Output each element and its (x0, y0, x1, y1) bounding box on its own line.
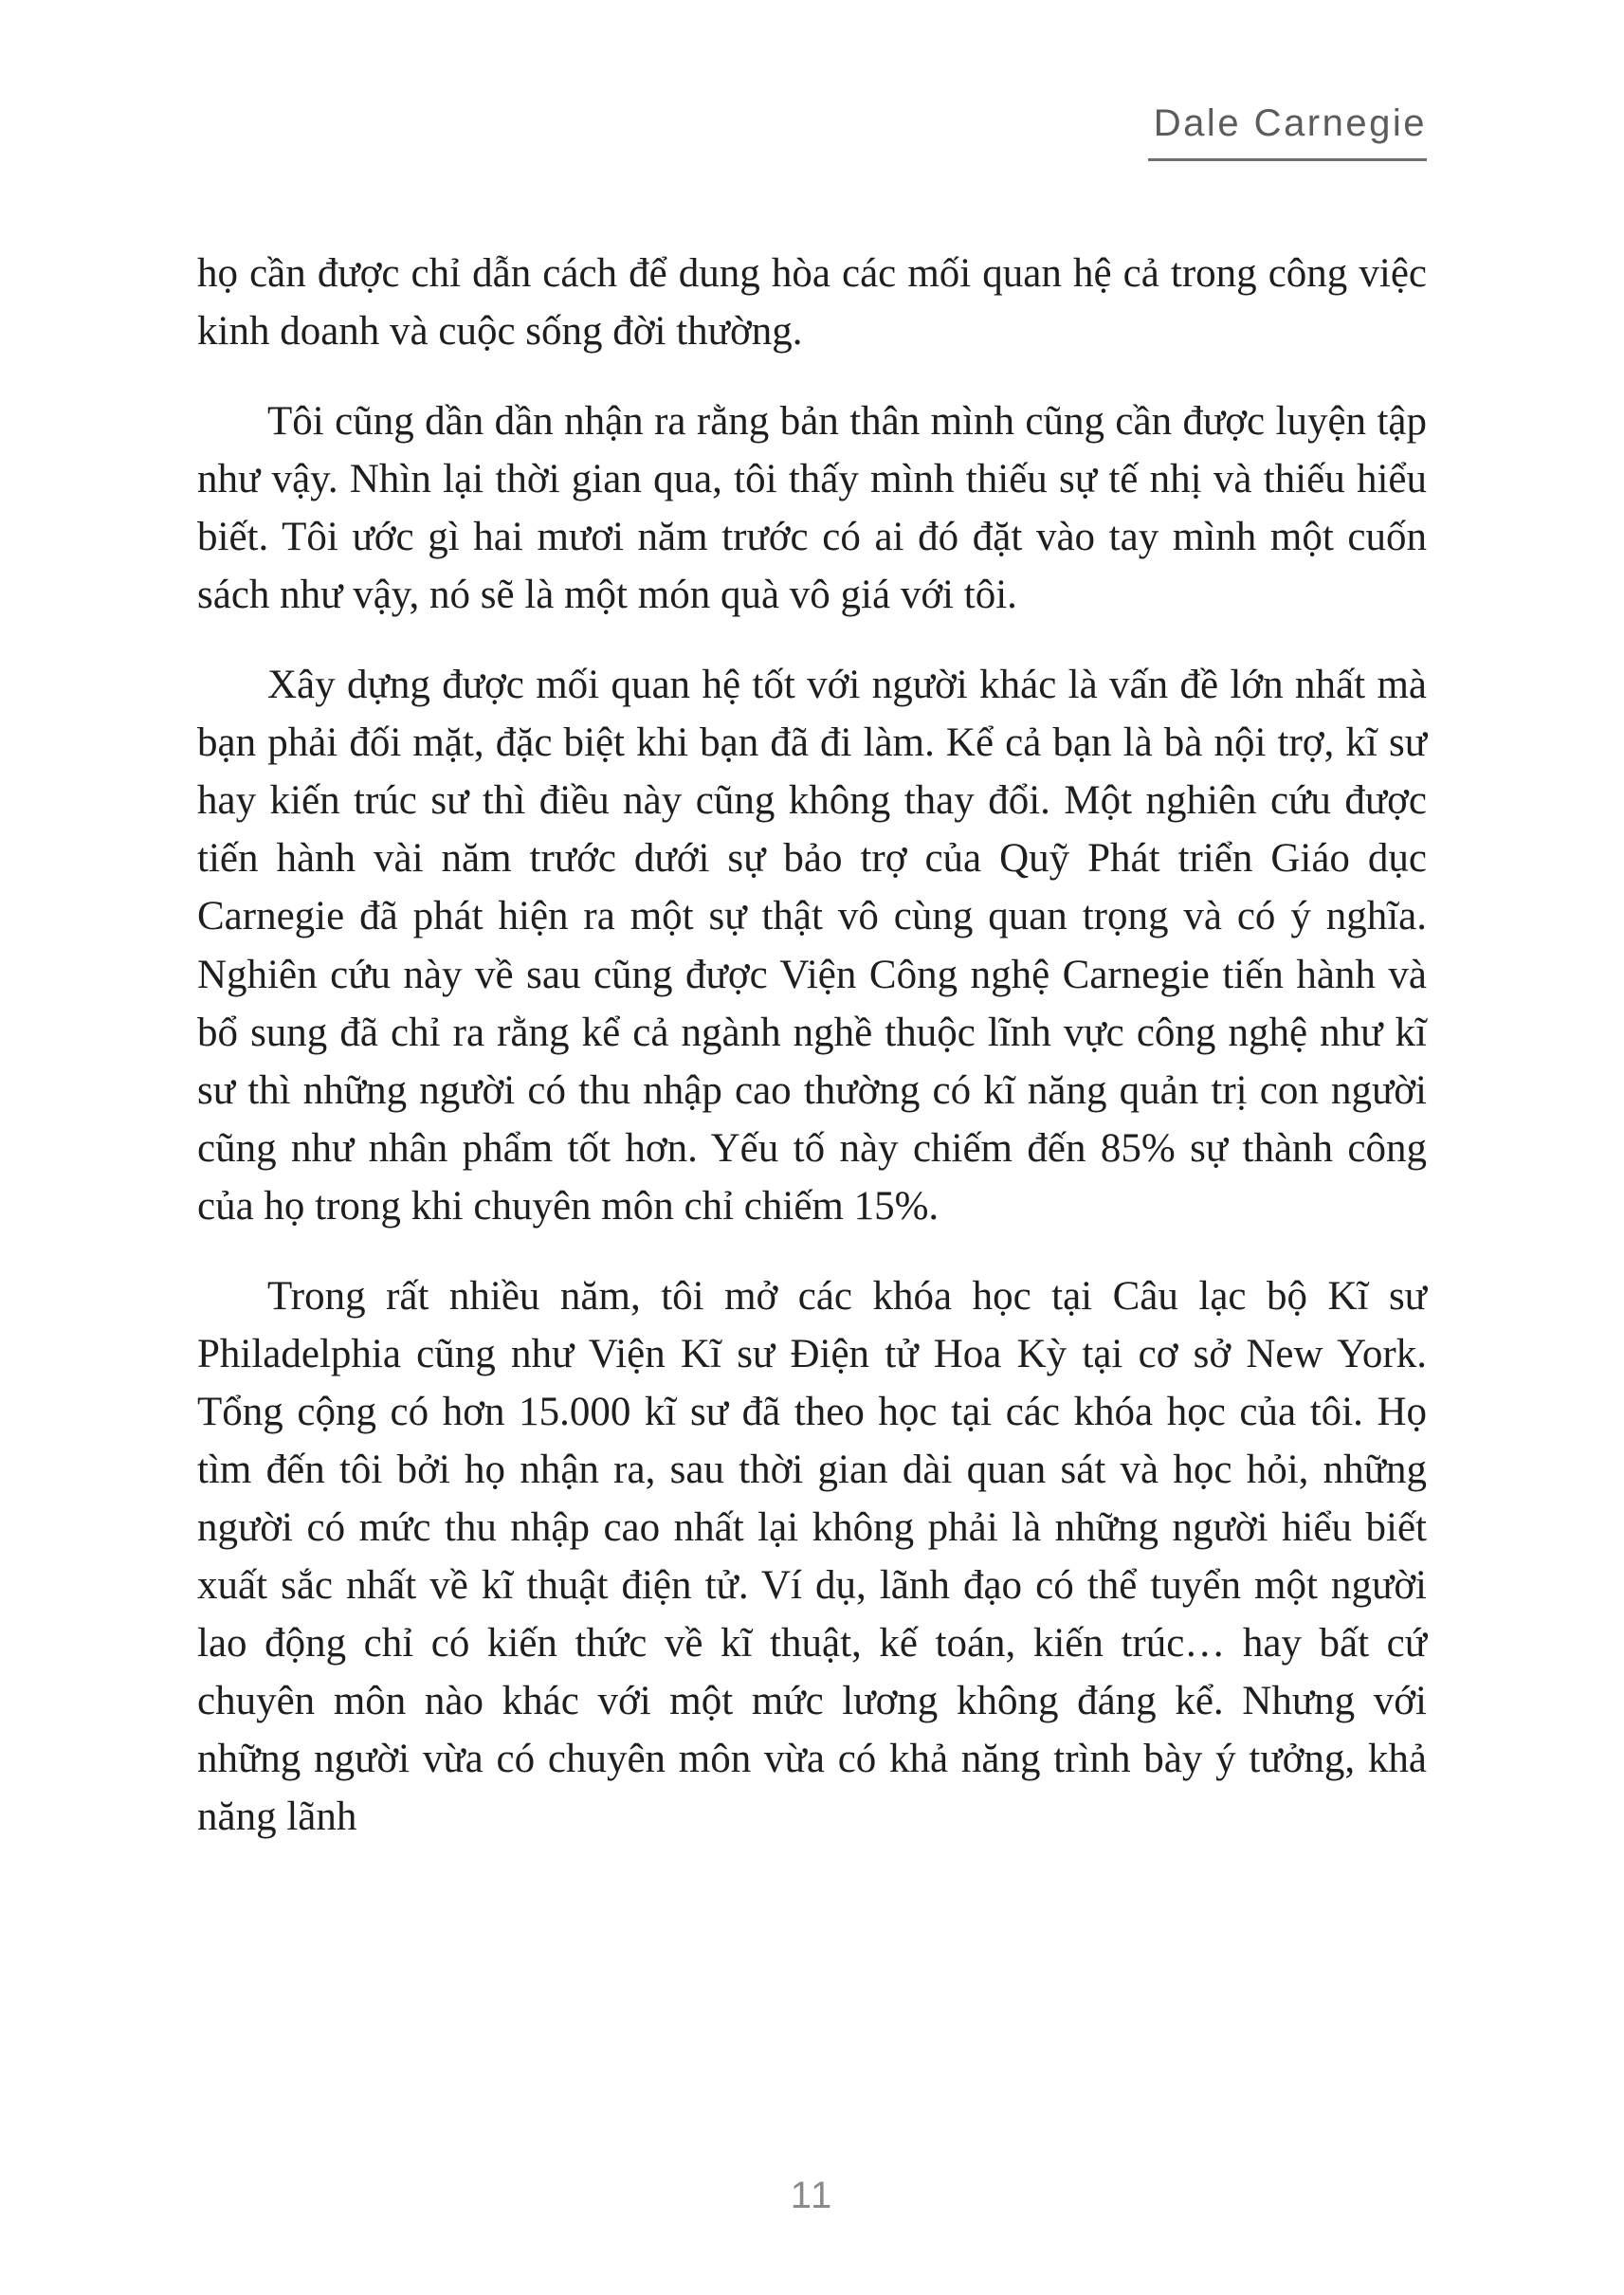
page-body-text (197, 245, 1427, 1846)
paragraph: Xây dựng được mối quan hệ tốt với người khác là vấn đề lớn nhất mà bạn phải đối mặt, đặc biệt khi bạn đã đi làm. Kể cả bạn là bà nội trợ, kĩ sư hay kiến trúc sư thì điều này cũng không thay đổi. Một nghiên cứu được tiến hành vài năm trước dưới sự bảo trợ của Quỹ Phát triển Giáo dục Carnegie đã phát hiện ra một sự thật vô cùng quan trọng và có ý nghĩa. Nghiên cứu này về sau cũng được Viện Công nghệ Carnegie tiến hành và bổ sung đã chỉ ra rằng kể cả ngành nghề thuộc lĩnh vực công nghệ như kĩ sư thì những người có thu nhập cao thường có kĩ năng quản trị con người cũng như nhân phẩm tốt hơn. Yếu tố này chiếm đến 85% sự thành công của họ trong khi chuyên môn chỉ chiếm 15%. (197, 663, 1427, 1229)
paragraph: họ cần được chỉ dẫn cách để dung hòa các mối quan hệ cả trong công việc kinh doanh và cuộc sống đời thường. (197, 251, 1427, 355)
running-header (197, 102, 1427, 161)
paragraph: Tôi cũng dần dần nhận ra rằng bản thân mình cũng cần được luyện tập như vậy. Nhìn lại thời gian qua, tôi thấy mình thiếu sự tế nhị và thiếu hiểu biết. Tôi ước gì hai mươi năm trước có ai đó đặt vào tay mình một cuốn sách như vậy, nó sẽ là một món quà vô giá với tôi. (197, 399, 1427, 618)
running-header-title: Dale Carnegie (1148, 102, 1427, 161)
paragraph: Trong rất nhiều năm, tôi mở các khóa học tại Câu lạc bộ Kĩ sư Philadelphia cũng như Viện Kĩ sư Điện tử Hoa Kỳ tại cơ sở New York. Tổng cộng có hơn 15.000 kĩ sư đã theo học tại các khóa học của tôi. Họ tìm đến tôi bởi họ nhận ra, sau thời gian dài quan sát và học hỏi, những người có mức thu nhập cao nhất lại không phải là những người hiểu biết xuất sắc nhất về kĩ thuật điện tử. Ví dụ, lãnh đạo có thể tuyển một người lao động chỉ có kiến thức về kĩ thuật, kế toán, kiến trúc… hay bất cứ chuyên môn nào khác với một mức lương không đáng kể. Nhưng với những người vừa có chuyên môn vừa có khả năng trình bày ý tưởng, khả năng lãnh (197, 1273, 1427, 1840)
page-number: 11 (790, 2175, 834, 2216)
